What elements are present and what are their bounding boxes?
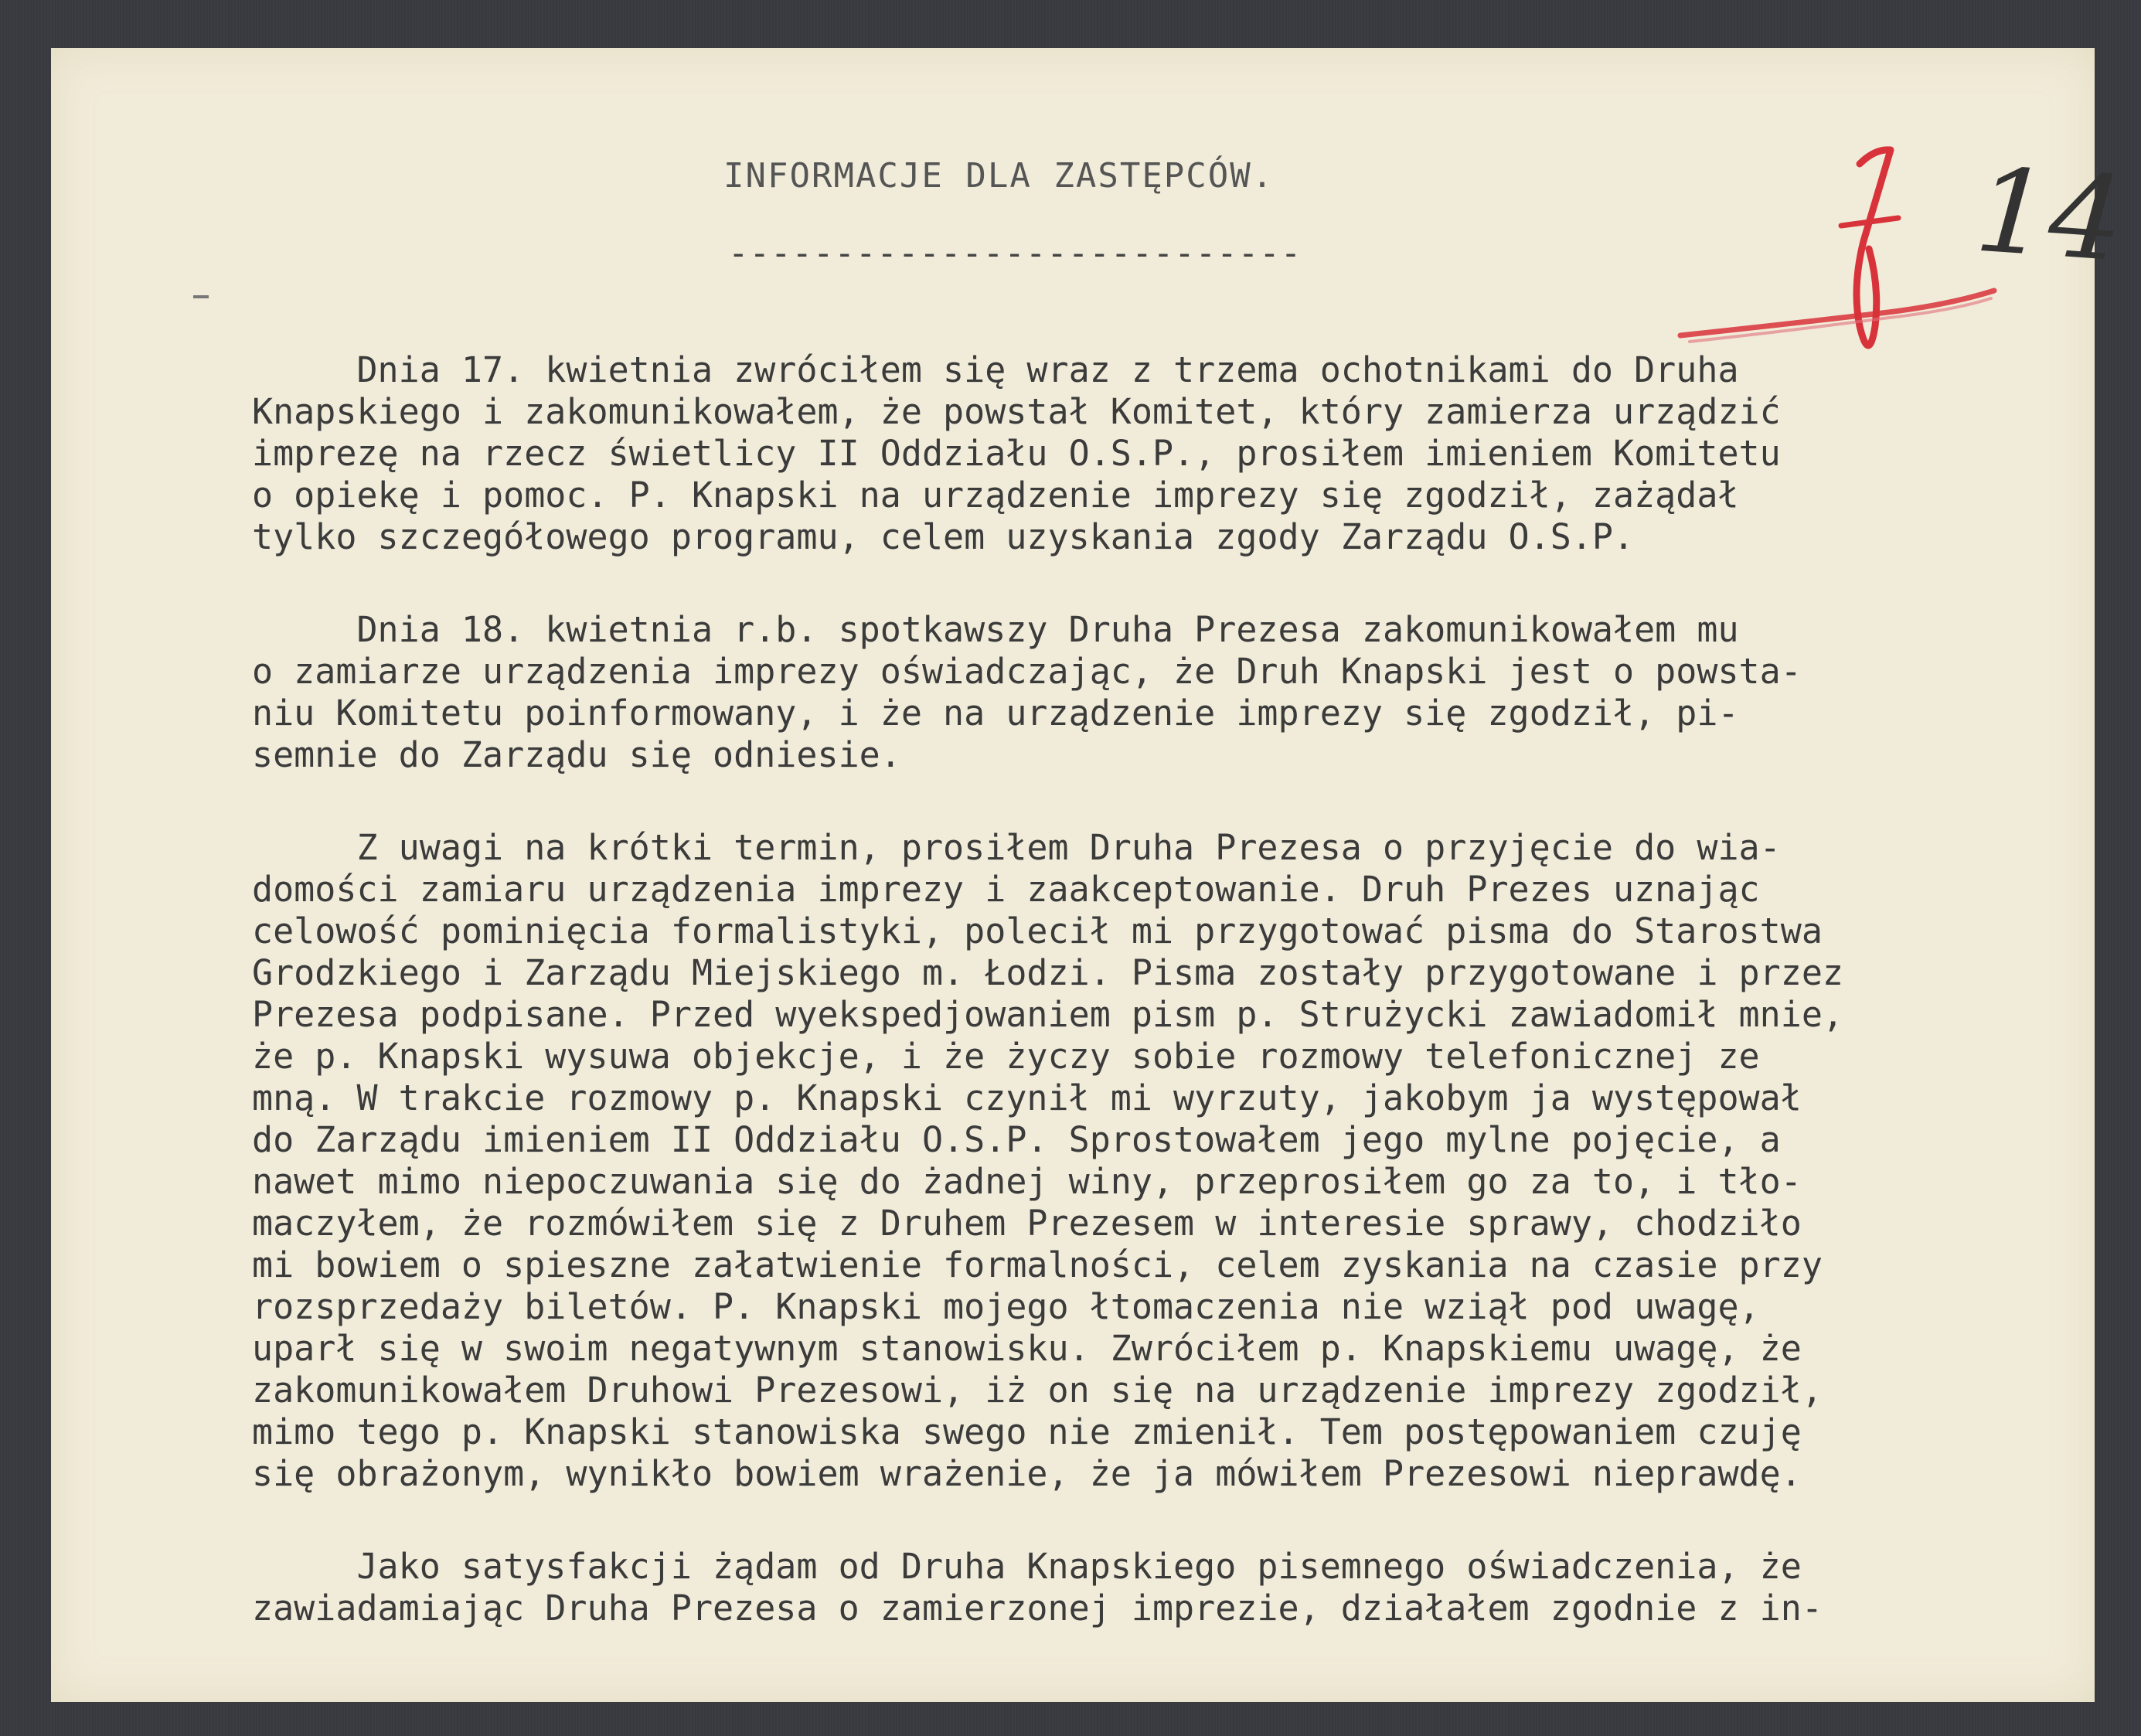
text-line: niu Komitetu poinformowany, i że na urządzenie imprezy się zgodził, pi- [252, 693, 1739, 734]
document-page [51, 48, 2128, 1702]
red-archive-mark [1666, 133, 2007, 380]
text-line: Grodzkiego i Zarządu Miejskiego m. Łodzi. Pisma zostały przygotowane i przez [252, 952, 1844, 993]
paragraph-3 [252, 827, 2037, 1495]
text-line: o opiekę i pomoc. P. Knapski na urządzenie imprezy się zgodził, zażądał [252, 475, 1739, 516]
text-line: Z uwagi na krótki termin, prosiłem Druha Prezesa o przyjęcie do wia- [252, 827, 1781, 868]
text-line: zakomunikowałem Druhowi Prezesowi, iż on się na urządzenie imprezy zgodził, [252, 1370, 1823, 1411]
text-line: tylko szczegółowego programu, celem uzyskania zgody Zarządu O.S.P. [252, 516, 1635, 557]
paragraph-1 [252, 349, 2037, 558]
text-line: semnie do Zarządu się odniesie. [252, 734, 901, 775]
document-title: INFORMACJE DLA ZASTĘPCÓW. [723, 156, 1275, 196]
paragraph-2 [252, 609, 2037, 776]
text-line: Prezesa podpisane. Przed wyekspedjowaniem pism p. Strużycki zawiadomił mnie, [252, 994, 1844, 1035]
text-line: domości zamiaru urządzenia imprezy i zaakceptowanie. Druh Prezes uznając [252, 869, 1760, 910]
text-line: Knapskiego i zakomunikowałem, że powstał Komitet, który zamierza urządzić [252, 391, 1781, 432]
text-line: maczyłem, że rozmówiłem się z Druhem Prezesem w interesie sprawy, chodziło [252, 1203, 1802, 1244]
text-line: nawet mimo niepoczuwania się do żadnej winy, przeprosiłem go za to, i tło- [252, 1161, 1802, 1202]
text-line: rozsprzedaży biletów. P. Knapski mojego łtomaczenia nie wziął pod uwagę, [252, 1286, 1760, 1327]
text-line: Dnia 18. kwietnia r.b. spotkawszy Druha Prezesa zakomunikowałem mu [252, 609, 1739, 650]
text-line: uparł się w swoim negatywnym stanowisku. Zwróciłem p. Knapskiemu uwagę, że [252, 1328, 1802, 1369]
text-line: się obrażonym, wynikło bowiem wrażenie, że ja mówiłem Prezesowi nieprawdę. [252, 1453, 1802, 1494]
text-line: zawiadamiając Druha Prezesa o zamierzonej imprezie, działałem zgodnie z in- [252, 1588, 1823, 1629]
paragraph-4 [252, 1546, 2037, 1629]
text-line: mimo tego p. Knapski stanowiska swego nie zmienił. Tem postępowaniem czuję [252, 1411, 1802, 1452]
page-number-annotation: 14 [1971, 143, 2128, 288]
margin-mark [193, 295, 209, 298]
text-line: mną. W trakcie rozmowy p. Knapski czynił mi wyrzuty, jakobym ja występował [252, 1077, 1802, 1118]
text-line: do Zarządu imieniem II Oddziału O.S.P. Sprostowałem jego mylne pojęcie, a [252, 1119, 1781, 1160]
text-line: Dnia 17. kwietnia zwróciłem się wraz z trzema ochotnikami do Druha [252, 349, 1739, 390]
text-line: że p. Knapski wysuwa objekcje, i że życzy sobie rozmowy telefonicznej ze [252, 1036, 1760, 1077]
text-line: mi bowiem o spieszne załatwienie formalności, celem zyskania na czasie przy [252, 1244, 1823, 1285]
text-line: celowość pominięcia formalistyki, polecił mi przygotować pisma do Starostwa [252, 911, 1823, 951]
text-line: Jako satysfakcji żądam od Druha Knapskiego pisemnego oświadczenia, że [252, 1546, 1802, 1587]
text-line: o zamiarze urządzenia imprezy oświadczając, że Druh Knapski jest o powsta- [252, 651, 1802, 692]
text-line: imprezę na rzecz świetlicy II Oddziału O.S.P., prosiłem imieniem Komitetu [252, 433, 1781, 474]
document-body [252, 349, 2037, 1680]
title-underline: --------------------------- [728, 233, 1302, 273]
